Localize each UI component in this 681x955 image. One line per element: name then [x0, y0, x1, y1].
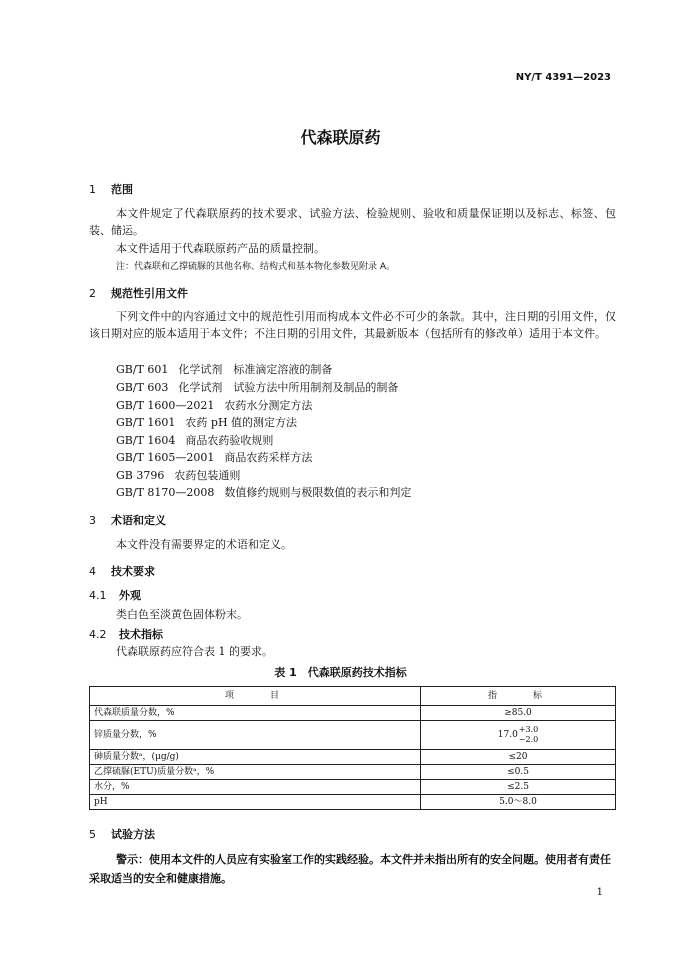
section-title: 试验方法 [111, 828, 155, 841]
subsection-4-1-paragraph: 类白色至淡黄色固体粉末。 [116, 608, 248, 621]
row-value: ≤2.5 [421, 780, 616, 795]
section-title: 规范性引用文件 [111, 287, 188, 300]
row-item: 乙撑硫脲(ETU)质量分数ᵃ，% [90, 765, 421, 780]
reference-item [116, 432, 273, 448]
tolerance-minus: −2.0 [518, 735, 539, 744]
reference-code: GB/T 1600—2021 [116, 399, 215, 412]
row-item: 砷质量分数ᵃ，(μg/g) [90, 750, 421, 765]
section-title: 技术要求 [111, 565, 155, 578]
row-value: ≤20 [421, 750, 616, 765]
reference-title: 农药 pH 值的测定方法 [185, 416, 298, 429]
reference-code: GB/T 1604 [116, 434, 176, 447]
reference-item [116, 361, 332, 377]
reference-title: 农药包装通则 [174, 469, 241, 482]
row-item: 代森联质量分数，% [90, 706, 421, 721]
section-title: 范围 [111, 183, 133, 196]
section-1-note: 注：代森联和乙撑硫脲的其他名称、结构式和基本物化参数见附录 A。 [116, 262, 396, 272]
row-item: 水分，% [90, 780, 421, 795]
subsection-number: 4.1 [89, 589, 107, 602]
section-5-heading [89, 826, 155, 842]
spec-table [89, 686, 616, 810]
section-1-paragraph-2: 本文件适用于代森联原药产品的质量控制。 [116, 242, 325, 255]
row-value-tolerance [421, 721, 616, 750]
reference-title: 农药水分测定方法 [224, 399, 313, 412]
section-number: 3 [89, 514, 96, 527]
subsection-4-2-heading [89, 626, 163, 642]
column-header-value: 指 标 [421, 687, 616, 706]
section-number: 2 [89, 287, 96, 300]
section-number: 5 [89, 828, 96, 841]
reference-code: GB/T 1601 [116, 416, 176, 429]
subsection-number: 4.2 [89, 628, 107, 641]
standard-code: NY/T 4391—2023 [515, 72, 611, 83]
section-number: 4 [89, 565, 96, 578]
reference-code: GB/T 601 [116, 363, 169, 376]
section-3-paragraph-1: 本文件没有需要界定的术语和定义。 [116, 538, 292, 551]
section-2-paragraph-1: 下列文件中的内容通过文中的规范性引用而构成本文件必不可少的条款。其中，注日期的引用文件，仅该日期对应的版本适用于本文件；不注日期的引用文件，其最新版本（包括所有的修改单）适用于本文件。 [89, 310, 616, 340]
section-1-paragraph-1: 本文件规定了代森联原药的技术要求、试验方法、检验规则、验收和质量保证期以及标志、标签、包装、储运。 [89, 207, 616, 237]
subsection-title: 技术指标 [119, 628, 163, 641]
table-row [90, 765, 616, 780]
reference-item [116, 467, 240, 483]
reference-item [116, 484, 411, 500]
section-number: 1 [89, 183, 96, 196]
document-title: 代森联原药 [300, 128, 381, 147]
reference-code: GB 3796 [116, 469, 165, 482]
reference-title: 商品农药验收规则 [185, 434, 274, 447]
reference-item [116, 379, 398, 395]
section-title: 术语和定义 [111, 514, 166, 527]
section-4-heading [89, 563, 155, 579]
table-header-row [90, 687, 616, 706]
row-value: ≥85.0 [421, 706, 616, 721]
reference-code: GB/T 1605—2001 [116, 451, 215, 464]
reference-title: 商品农药采样方法 [224, 451, 313, 464]
reference-title: 化学试剂 试验方法中所用制剂及制品的制备 [178, 381, 399, 394]
page-number: 1 [596, 887, 603, 898]
subsection-title: 外观 [119, 589, 141, 602]
reference-code: GB/T 8170—2008 [116, 486, 215, 499]
section-3-heading [89, 512, 166, 528]
row-value: 5.0～8.0 [421, 795, 616, 810]
column-header-item: 项 目 [90, 687, 421, 706]
table-row [90, 795, 616, 810]
row-item: 锌质量分数，% [90, 721, 421, 750]
table-row [90, 706, 616, 721]
reference-title: 化学试剂 标准滴定溶液的制备 [178, 363, 333, 376]
table-row [90, 721, 616, 750]
table-row [90, 750, 616, 765]
subsection-4-1-heading [89, 587, 141, 603]
table-caption: 表 1 代森联原药技术指标 [274, 666, 407, 679]
safety-warning: 警示：使用本文件的人员应有实验室工作的实践经验。本文件并未指出所有的安全问题。使用者有责任采取适当的安全和健康措施。 [89, 853, 611, 885]
reference-item [116, 449, 312, 465]
subsection-4-2-paragraph: 代森联原药应符合表 1 的要求。 [116, 645, 273, 658]
reference-item [116, 414, 297, 430]
row-item: pH [90, 795, 421, 810]
tolerance-plus: +3.0 [518, 725, 539, 734]
reference-code: GB/T 603 [116, 381, 169, 394]
section-1-heading [89, 181, 133, 197]
reference-item [116, 397, 312, 413]
section-2-heading [89, 285, 188, 301]
reference-title: 数值修约规则与极限数值的表示和判定 [224, 486, 412, 499]
tolerance-base: 17.0 [497, 730, 518, 740]
table-row [90, 780, 616, 795]
row-value: ≤0.5 [421, 765, 616, 780]
